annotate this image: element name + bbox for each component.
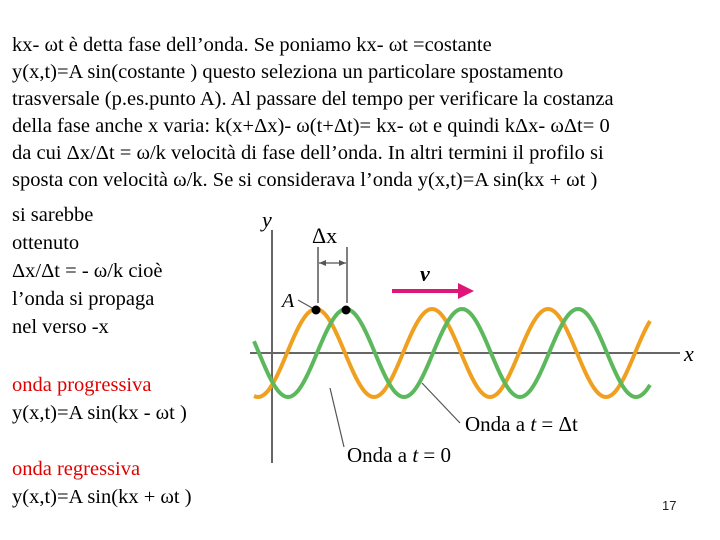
paragraph-line-4: della fase anche x varia: k(x+Δx)- ω(t+Δt)= kx- ωt e quindi kΔx- ωΔt= 0 xyxy=(12,115,610,137)
progressive-wave-formula: y(x,t)=A sin(kx - ωt ) xyxy=(12,402,187,424)
wave-t0-pointer xyxy=(330,388,344,447)
delta-x-arrow-left xyxy=(319,260,326,266)
left-column-line-3: Δx/Δt = - ω/k cioè xyxy=(12,260,163,282)
regressive-wave-formula: y(x,t)=A sin(kx + ωt ) xyxy=(12,486,192,508)
paragraph-line-1: kx- ωt è detta fase dell’onda. Se poniamo kx- ωt =costante xyxy=(12,34,492,56)
left-column-line-2: ottenuto xyxy=(12,232,80,254)
paragraph-line-5: da cui Δx/Δt = ω/k velocità di fase dell’onda. In altri termini il profilo si xyxy=(12,142,604,164)
y-axis-label: y xyxy=(262,207,272,232)
wave-figure xyxy=(240,205,700,475)
delta-x-arrow-right xyxy=(339,260,346,266)
point-a-t0-dot xyxy=(312,306,321,315)
wave-dt-label: Onda a t = Δt xyxy=(465,412,578,436)
delta-x-label: Δx xyxy=(312,223,338,248)
paragraph-line-2: y(x,t)=A sin(costante ) questo seleziona un particolare spostamento xyxy=(12,61,564,83)
velocity-label: v xyxy=(420,261,430,286)
point-a-dt-dot xyxy=(342,306,351,315)
left-column-line-5: nel verso -x xyxy=(12,316,109,338)
x-axis-label: x xyxy=(684,341,694,366)
velocity-arrow-head xyxy=(458,283,474,299)
paragraph-line-6: sposta con velocità ω/k. Se si considerava l’onda y(x,t)=A sin(kx + ωt ) xyxy=(12,169,598,191)
point-a-pointer xyxy=(298,300,314,309)
paragraph-line-3: trasversale (p.es.punto A). Al passare del tempo per verificare la costanza xyxy=(12,88,614,110)
left-column-line-1: si sarebbe xyxy=(12,204,94,226)
left-column-line-4: l’onda si propaga xyxy=(12,288,155,310)
wave-t0-label: Onda a t = 0 xyxy=(347,443,451,467)
regressive-wave-label: onda regressiva xyxy=(12,458,141,480)
wave-dt-pointer xyxy=(422,383,460,423)
point-a-label: A xyxy=(282,290,295,312)
progressive-wave-label: onda progressiva xyxy=(12,374,152,396)
page-number: 17 xyxy=(662,498,677,513)
